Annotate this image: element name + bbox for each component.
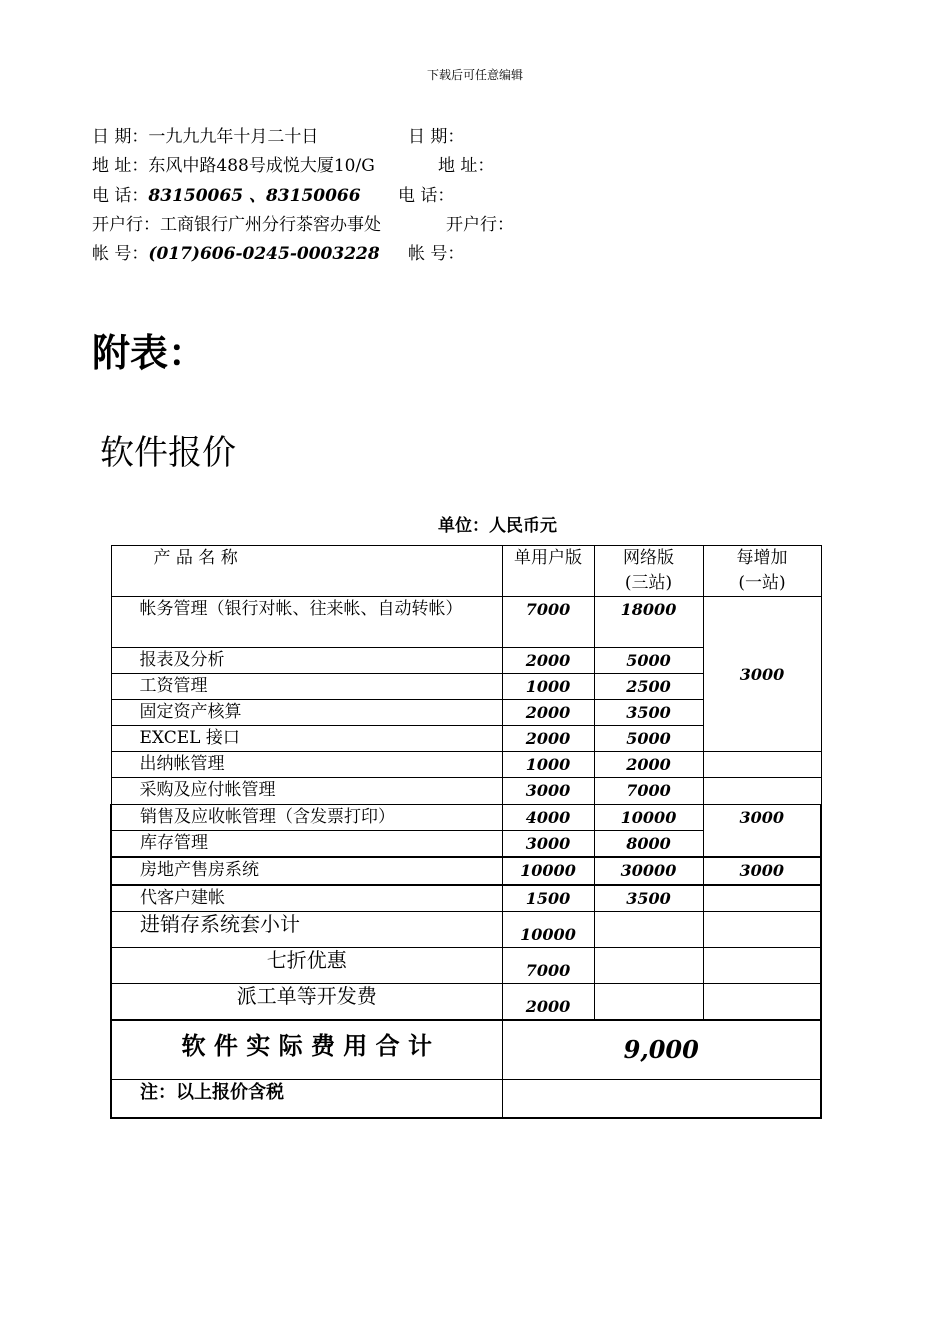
date-label-right: 日 期： xyxy=(408,127,465,147)
info-phone xyxy=(92,186,455,206)
row-name: 出纳帐管理 xyxy=(111,752,502,778)
row-name: 采购及应付帐管理 xyxy=(111,778,502,805)
row-single: 7000 xyxy=(502,597,594,648)
dev-fee-empty xyxy=(703,984,821,1020)
row-extra-empty xyxy=(703,778,821,805)
row-name: 房地产售房系统 xyxy=(111,857,502,885)
total-value: 9,000 xyxy=(502,1020,821,1080)
table-row xyxy=(111,857,821,885)
appendix-title: 附表： xyxy=(92,331,207,375)
row-single: 4000 xyxy=(502,805,594,831)
dev-fee-label: 派工单等开发费 xyxy=(111,984,502,1020)
row-single: 1000 xyxy=(502,752,594,778)
table-row xyxy=(111,597,821,648)
row-name: 工资管理 xyxy=(111,674,502,700)
section-title: 软件报价 xyxy=(100,433,236,473)
address-label: 地 址： xyxy=(92,156,149,176)
account-value: (017)606-0245-0003228 xyxy=(148,244,380,264)
extra-group1: 3000 xyxy=(703,597,821,752)
row-name: 固定资产核算 xyxy=(111,700,502,726)
row-extra-empty xyxy=(703,885,821,912)
subtotal-empty xyxy=(703,912,821,948)
table-row xyxy=(111,805,821,831)
subtotal-value: 10000 xyxy=(502,912,594,948)
dev-fee-empty xyxy=(594,984,703,1020)
header-extra: 每增加 (一站) xyxy=(703,546,821,597)
table-row xyxy=(111,778,821,805)
date-label: 日 期： xyxy=(92,127,149,147)
row-network: 5000 xyxy=(594,726,703,752)
row-single: 3000 xyxy=(502,778,594,805)
unit-label: 单位：人民币元 xyxy=(438,516,557,536)
address-value: 东风中路488号成悦大厦10/G xyxy=(148,156,375,176)
row-single: 2000 xyxy=(502,648,594,674)
discount-value: 7000 xyxy=(502,948,594,984)
row-name: 库存管理 xyxy=(111,831,502,858)
row-single: 1000 xyxy=(502,674,594,700)
info-date xyxy=(92,127,465,147)
row-network: 3500 xyxy=(594,885,703,912)
bank-label-right: 开户行： xyxy=(446,215,514,235)
row-single: 2000 xyxy=(502,700,594,726)
extra-group2: 3000 xyxy=(703,805,821,858)
header-single: 单用户版 xyxy=(502,546,594,597)
row-single: 10000 xyxy=(502,857,594,885)
info-address xyxy=(92,156,495,176)
row-network: 2000 xyxy=(594,752,703,778)
bank-value: 工商银行广州分行茶窖办事处 xyxy=(160,215,381,235)
discount-empty xyxy=(594,948,703,984)
total-label: 软 件 实 际 费 用 合 计 xyxy=(111,1020,502,1080)
note-empty xyxy=(502,1080,821,1118)
header-note: 下载后可任意编辑 xyxy=(426,68,523,82)
row-single: 1500 xyxy=(502,885,594,912)
info-bank xyxy=(92,215,514,235)
row-name: EXCEL 接口 xyxy=(111,726,502,752)
header-product: 产 品 名 称 xyxy=(111,546,502,597)
extra-realestate: 3000 xyxy=(703,857,821,885)
total-row xyxy=(111,1020,821,1080)
bank-label: 开户行： xyxy=(92,215,160,235)
row-name: 销售及应收帐管理（含发票打印） xyxy=(111,805,502,831)
table-header-row xyxy=(111,546,821,597)
row-network: 2500 xyxy=(594,674,703,700)
phone-label: 电 话： xyxy=(92,186,149,206)
row-network: 5000 xyxy=(594,648,703,674)
date-value: 一九九九年十月二十日 xyxy=(148,127,319,147)
discount-label: 七折优惠 xyxy=(111,948,502,984)
subtotal-row xyxy=(111,912,821,948)
phone-label-right: 电 话： xyxy=(398,186,455,206)
table-row xyxy=(111,885,821,912)
row-network: 18000 xyxy=(594,597,703,648)
subtotal-empty xyxy=(594,912,703,948)
row-network: 10000 xyxy=(594,805,703,831)
row-name: 帐务管理（银行对帐、往来帐、自动转帐） xyxy=(111,597,502,648)
row-network: 7000 xyxy=(594,778,703,805)
phone-value: 83150065 、83150066 xyxy=(148,186,361,206)
subtotal-label: 进销存系统套小计 xyxy=(111,912,502,948)
discount-empty xyxy=(703,948,821,984)
account-label: 帐 号： xyxy=(92,244,149,264)
account-label-right: 帐 号： xyxy=(408,244,465,264)
row-name: 报表及分析 xyxy=(111,648,502,674)
row-network: 3500 xyxy=(594,700,703,726)
table-row xyxy=(111,752,821,778)
row-single: 2000 xyxy=(502,726,594,752)
row-network: 30000 xyxy=(594,857,703,885)
note-text: 注：以上报价含税 xyxy=(111,1080,502,1118)
row-network: 8000 xyxy=(594,831,703,858)
info-account xyxy=(92,244,465,264)
row-name: 代客户建帐 xyxy=(111,885,502,912)
address-label-right: 地 址： xyxy=(438,156,495,176)
discount-row xyxy=(111,948,821,984)
dev-fee-row xyxy=(111,984,821,1020)
header-network: 网络版 (三站) xyxy=(594,546,703,597)
price-table xyxy=(110,545,822,1119)
dev-fee-value: 2000 xyxy=(502,984,594,1020)
note-row xyxy=(111,1080,821,1118)
row-single: 3000 xyxy=(502,831,594,858)
row-extra-empty xyxy=(703,752,821,778)
